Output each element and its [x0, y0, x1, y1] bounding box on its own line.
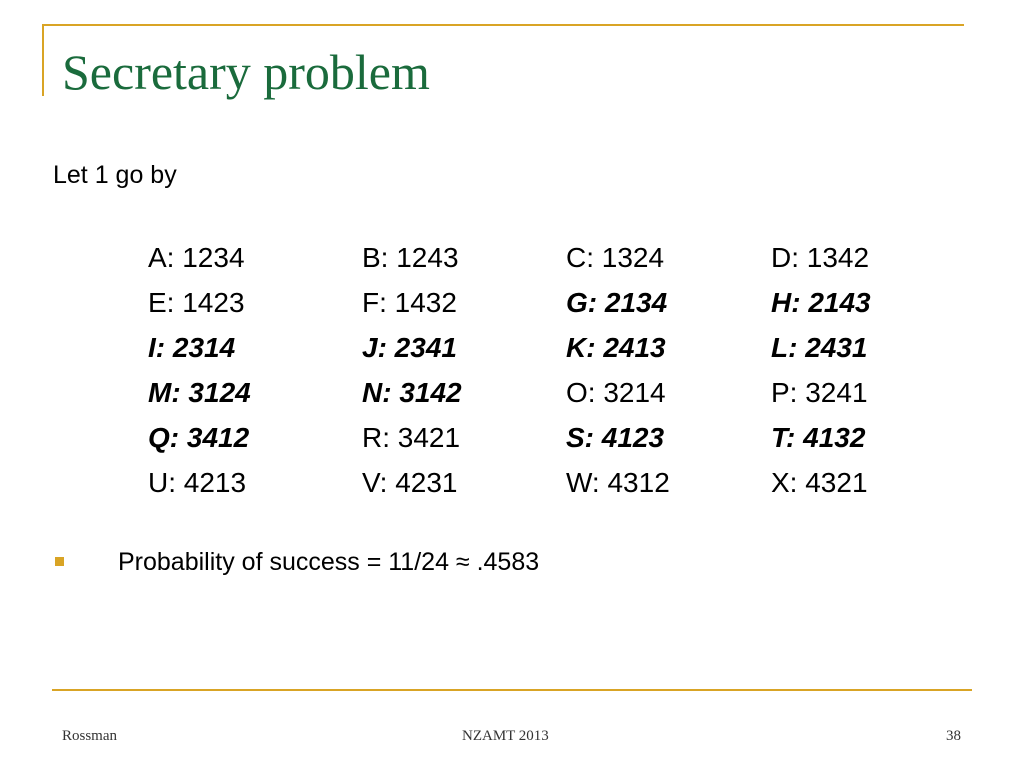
permutation-item: G: 2134	[566, 287, 668, 318]
permutation-item: W: 4312	[566, 467, 670, 498]
permutation-item: L: 2431	[771, 332, 868, 363]
permutation-item: P: 3241	[771, 377, 868, 408]
permutation-item: Q: 3412	[148, 422, 250, 453]
permutation-grid	[148, 236, 908, 506]
permutation-item: T: 4132	[771, 422, 866, 453]
permutation-row	[148, 461, 908, 506]
title-frame-left-rule	[42, 24, 44, 96]
permutation-item: O: 3214	[566, 377, 666, 408]
permutation-item: R: 3421	[362, 422, 461, 453]
permutation-item: E: 1423	[148, 287, 245, 318]
permutation-item: K: 2413	[566, 332, 666, 363]
title-frame-top-rule	[42, 24, 964, 26]
permutation-item: D: 1342	[771, 242, 870, 273]
permutation-row	[148, 281, 908, 326]
permutation-item: H: 2143	[771, 287, 871, 318]
permutation-item: M: 3124	[148, 377, 251, 408]
permutation-item: V: 4231	[362, 467, 458, 498]
permutation-row	[148, 236, 908, 281]
page-number: 38	[946, 728, 961, 744]
probability-text: Probability of success = 11/24 ≈ .4583	[118, 548, 540, 576]
intro-text: Let 1 go by	[53, 161, 177, 189]
square-bullet-icon	[55, 557, 64, 566]
permutation-item: F: 1432	[362, 287, 457, 318]
slide-title: Secretary problem	[62, 44, 430, 100]
footer-author: Rossman	[62, 728, 118, 744]
footer-divider	[52, 689, 972, 691]
permutation-item: U: 4213	[148, 467, 247, 498]
permutation-item: X: 4321	[771, 467, 868, 498]
permutation-item: S: 4123	[566, 422, 665, 453]
permutation-row	[148, 371, 908, 416]
permutation-item: I: 2314	[148, 332, 236, 363]
footer-event: NZAMT 2013	[462, 728, 549, 744]
permutation-item: C: 1324	[566, 242, 665, 273]
permutation-row	[148, 416, 908, 461]
permutation-row	[148, 326, 908, 371]
permutation-item: B: 1243	[362, 242, 459, 273]
permutation-item: J: 2341	[362, 332, 457, 363]
probability-bullet	[55, 545, 855, 579]
permutation-item: N: 3142	[362, 377, 462, 408]
permutation-item: A: 1234	[148, 242, 245, 273]
